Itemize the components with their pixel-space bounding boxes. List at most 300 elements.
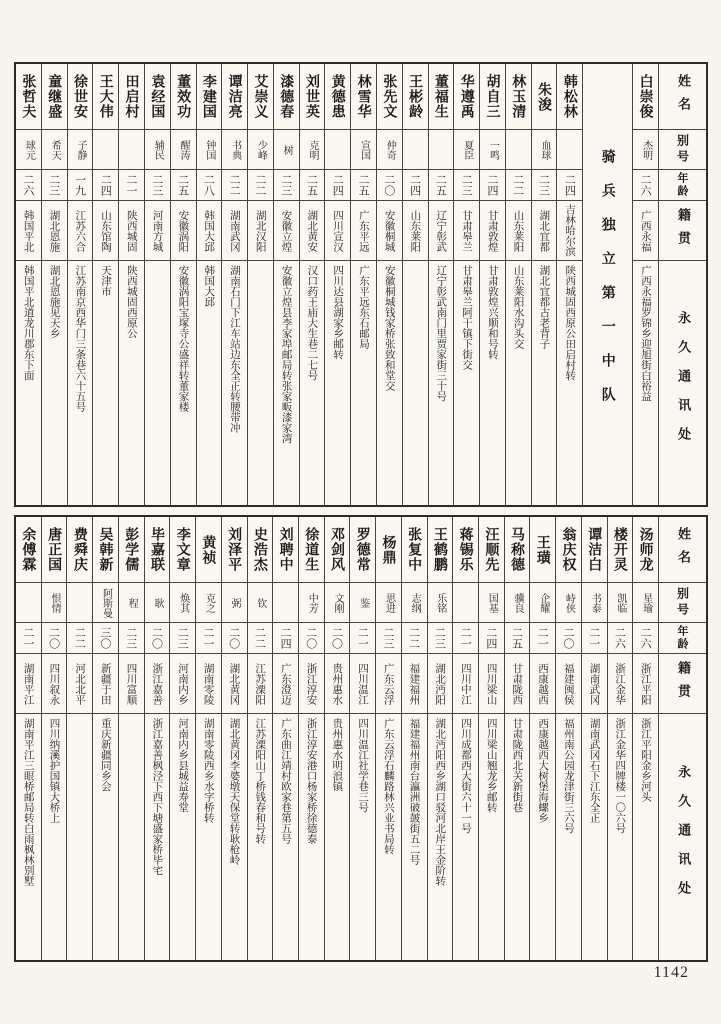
entry-age-cell: 二一 bbox=[453, 623, 478, 654]
entry-alias-cell bbox=[429, 130, 454, 170]
roster-entry-column bbox=[427, 517, 453, 960]
entry-alias-cell: 克之 bbox=[196, 583, 221, 623]
roster-entry-column bbox=[556, 64, 582, 505]
entry-age-cell: 二三 bbox=[145, 170, 170, 201]
entry-name-cell: 董福生 bbox=[429, 64, 454, 130]
column-headers bbox=[658, 517, 706, 960]
entry-age-cell: 二一 bbox=[582, 623, 607, 654]
entry-name-cell: 李文章 bbox=[170, 517, 195, 583]
entry-alias-cell: 文刚 bbox=[325, 583, 350, 623]
entry-native-cell: 河南方城 bbox=[145, 201, 170, 261]
entry-name-cell: 董效功 bbox=[171, 64, 196, 130]
roster-entry-column bbox=[299, 64, 325, 505]
roster-entry-column bbox=[632, 517, 658, 960]
entry-name-cell: 艾崇义 bbox=[248, 64, 273, 130]
entry-address-cell: 陕西城固西原公 bbox=[125, 265, 138, 339]
roster-entry-column bbox=[349, 517, 375, 960]
entry-address-cell: 甘肃皋兰阿干镇下街交 bbox=[461, 265, 474, 370]
roster-entry-column bbox=[273, 64, 299, 505]
entry-age-cell: 二四 bbox=[273, 623, 298, 654]
entry-alias-cell: 峙侠 bbox=[556, 583, 581, 623]
entry-alias-cell: 骥良 bbox=[505, 583, 530, 623]
entry-address-cell: 四川温江社学巷三号 bbox=[357, 718, 370, 813]
entry-alias-cell: 克明 bbox=[300, 130, 325, 170]
entry-native-cell: 河南内乡 bbox=[170, 654, 195, 714]
entry-address-cell: 西康越西大树堡海螺乡 bbox=[537, 718, 550, 823]
header-native: 籍贯 bbox=[659, 654, 706, 714]
entry-native-cell: 甘肃敦煌 bbox=[480, 201, 505, 261]
entry-native-cell: 江苏六合 bbox=[68, 201, 93, 261]
entry-address-cell: 天津市 bbox=[100, 265, 113, 297]
entry-native-cell: 湖北沔阳 bbox=[428, 654, 453, 714]
roster-entry-column bbox=[453, 64, 479, 505]
entry-address-cell: 湖北宜都古老背子 bbox=[538, 265, 551, 349]
entry-alias-cell: 树 bbox=[274, 130, 299, 170]
entry-name-cell: 汪顺先 bbox=[479, 517, 504, 583]
entry-address-cell: 汉口药王庙大生巷二七号 bbox=[306, 265, 319, 381]
entry-native-cell: 湖北恩施 bbox=[42, 201, 67, 261]
entry-alias-cell bbox=[403, 130, 428, 170]
entry-address-cell: 福州南公园龙津街三六号 bbox=[562, 718, 575, 834]
entry-alias-cell: 辅民 bbox=[145, 130, 170, 170]
entry-name-cell: 费舜庆 bbox=[67, 517, 92, 583]
roster-entry-column bbox=[118, 64, 144, 505]
entry-alias-cell: 书典 bbox=[222, 130, 247, 170]
entry-age-cell: 二四 bbox=[93, 170, 118, 201]
entry-native-cell: 浙江淳安 bbox=[299, 654, 324, 714]
entry-age-cell: 二〇 bbox=[42, 623, 67, 654]
entry-age-cell: 二四 bbox=[480, 170, 505, 201]
entry-name-cell: 王鹤鹏 bbox=[428, 517, 453, 583]
entry-alias-cell: 钟国 bbox=[197, 130, 222, 170]
entry-alias-cell: 血球 bbox=[532, 130, 557, 170]
roster-entry-column bbox=[632, 64, 658, 505]
entry-address-cell: 韩国大邱 bbox=[203, 265, 216, 307]
header-alias: 别号 bbox=[659, 583, 706, 623]
page-number: 1142 bbox=[653, 964, 689, 981]
entry-native-cell: 四川梁山 bbox=[479, 654, 504, 714]
entry-address-cell bbox=[67, 714, 92, 960]
entry-address-cell: 安徽桐城钱家桥张致和堂交 bbox=[383, 265, 396, 391]
roster-table-top bbox=[14, 62, 708, 507]
entry-alias-cell: 国基 bbox=[479, 583, 504, 623]
entry-address-cell: 重庆新疆同乡会 bbox=[99, 718, 112, 792]
entry-native-cell: 韩国大邱 bbox=[197, 201, 222, 261]
entry-name-cell: 徐道生 bbox=[299, 517, 324, 583]
entry-native-cell: 广东澄迈 bbox=[273, 654, 298, 714]
entry-alias-cell: 醒涛 bbox=[171, 130, 196, 170]
entry-name-cell: 翁庆权 bbox=[556, 517, 581, 583]
entry-alias-cell bbox=[67, 583, 92, 623]
entry-alias-cell: 仲奇 bbox=[377, 130, 402, 170]
entry-alias-cell: 凯临 bbox=[608, 583, 633, 623]
entry-address-cell: 陕西城固西原公田启村转 bbox=[564, 265, 577, 381]
entry-native-cell: 安徽立煌 bbox=[274, 201, 299, 261]
roster-entry-column bbox=[195, 517, 221, 960]
roster-entry-column bbox=[41, 64, 67, 505]
entry-name-cell: 漆德春 bbox=[274, 64, 299, 130]
entry-native-cell: 安徽涡阳 bbox=[171, 201, 196, 261]
entry-name-cell: 朱浚 bbox=[532, 64, 557, 130]
entry-age-cell: 二五 bbox=[429, 170, 454, 201]
entry-age-cell: 二〇 bbox=[325, 623, 350, 654]
entry-alias-cell bbox=[557, 130, 582, 170]
roster-entry-column bbox=[16, 517, 41, 960]
roster-entry-column bbox=[272, 517, 298, 960]
entry-alias-cell bbox=[506, 130, 531, 170]
entry-age-cell: 二一 bbox=[530, 623, 555, 654]
entry-age-cell: 二三 bbox=[454, 170, 479, 201]
entry-name-cell: 白崇俊 bbox=[633, 64, 658, 130]
entry-address-cell: 湖南零陵西乡水字桥转 bbox=[202, 718, 215, 823]
entry-alias-cell: 夏臣 bbox=[454, 130, 479, 170]
header-alias: 别号 bbox=[659, 130, 706, 170]
entry-age-cell: 三〇 bbox=[93, 623, 118, 654]
roster-entry-column bbox=[221, 64, 247, 505]
entry-name-cell: 胡自三 bbox=[480, 64, 505, 130]
entry-native-cell: 福建福州 bbox=[402, 654, 427, 714]
entry-native-cell: 甘肃皋兰 bbox=[454, 201, 479, 261]
entry-age-cell: 二六 bbox=[633, 623, 658, 654]
entry-age-cell: 二三 bbox=[119, 623, 144, 654]
entry-alias-cell bbox=[453, 583, 478, 623]
entry-name-cell: 张先文 bbox=[377, 64, 402, 130]
entry-alias-cell: 恨情 bbox=[42, 583, 67, 623]
entry-name-cell: 邓剑风 bbox=[325, 517, 350, 583]
entry-age-cell: 二三 bbox=[274, 170, 299, 201]
entry-address-cell: 四川成都西大街六十一号 bbox=[459, 718, 472, 834]
entry-address-cell: 福建福州南台瀛洲破皷街五二号 bbox=[408, 718, 421, 865]
roster-entry-column bbox=[504, 517, 530, 960]
entry-alias-cell: 宣国 bbox=[351, 130, 376, 170]
entry-address-cell: 广东平远东石邮局 bbox=[357, 265, 370, 349]
entry-name-cell: 谭洁白 bbox=[582, 517, 607, 583]
entry-native-cell: 广东云浮 bbox=[376, 654, 401, 714]
entry-name-cell: 韩松林 bbox=[557, 64, 582, 130]
entry-alias-cell: 企耀 bbox=[530, 583, 555, 623]
entry-address-cell: 湖南平江三眼桥邮局转白雨枫林别墅 bbox=[22, 718, 35, 886]
header-address: 永久通讯处 bbox=[659, 261, 706, 505]
roster-entry-column bbox=[375, 517, 401, 960]
entry-name-cell: 黄德患 bbox=[325, 64, 350, 130]
entry-address-cell bbox=[119, 714, 144, 960]
entry-name-cell: 罗德常 bbox=[350, 517, 375, 583]
entry-native-cell: 陕西城固 bbox=[119, 201, 144, 261]
entry-name-cell: 华遵禹 bbox=[454, 64, 479, 130]
roster-entry-column bbox=[350, 64, 376, 505]
entry-native-cell: 四川叙永 bbox=[42, 654, 67, 714]
roster-entry-column bbox=[531, 64, 557, 505]
entry-address-cell: 山东莱阳水沟头交 bbox=[512, 265, 525, 349]
entry-address-cell: 河南内乡县城益寿堂 bbox=[177, 718, 190, 813]
entry-native-cell: 湖北黄冈 bbox=[222, 654, 247, 714]
header-name: 姓名 bbox=[659, 64, 706, 130]
entry-alias-cell: 鉴 bbox=[350, 583, 375, 623]
entry-alias-cell: 钦 bbox=[248, 583, 273, 623]
roster-entry-column bbox=[196, 64, 222, 505]
entry-age-cell: 二三 bbox=[376, 623, 401, 654]
entry-native-cell: 广西永福 bbox=[633, 201, 658, 261]
entry-age-cell: 二二 bbox=[506, 170, 531, 201]
entry-native-cell: 河北北平 bbox=[67, 654, 92, 714]
entry-native-cell: 安徽桐城 bbox=[377, 201, 402, 261]
entry-native-cell: 辽宁彰武 bbox=[429, 201, 454, 261]
roster-entry-column bbox=[324, 517, 350, 960]
entry-address-cell: 湖南石门下江车站边东全正转腰带冲 bbox=[229, 265, 242, 433]
entry-alias-cell: 志纲 bbox=[402, 583, 427, 623]
entry-address-cell: 广西永福罗锦乡迎旭街白裕益 bbox=[639, 265, 652, 402]
entry-name-cell: 林玉清 bbox=[506, 64, 531, 130]
entry-address-cell bbox=[248, 261, 273, 505]
entry-address-cell bbox=[145, 261, 170, 505]
entry-native-cell: 广东平远 bbox=[351, 201, 376, 261]
entry-name-cell: 马称德 bbox=[505, 517, 530, 583]
entry-name-cell: 刘泽平 bbox=[222, 517, 247, 583]
roster-entry-column bbox=[92, 517, 118, 960]
entry-age-cell: 二三 bbox=[428, 623, 453, 654]
entry-native-cell: 湖南武冈 bbox=[582, 654, 607, 714]
unit-section-title: 骑兵独立第一中队 bbox=[599, 148, 616, 421]
entry-age-cell: 二五 bbox=[351, 170, 376, 201]
entry-address-cell: 浙江嘉善枫泾下西下塘盛家桥毕宅 bbox=[151, 718, 164, 876]
entry-alias-cell bbox=[325, 130, 350, 170]
entry-native-cell: 韩国平北 bbox=[16, 201, 41, 261]
entry-native-cell: 湖南武冈 bbox=[222, 201, 247, 261]
entry-age-cell: 二三 bbox=[170, 623, 195, 654]
entry-age-cell: 二四 bbox=[403, 170, 428, 201]
entry-address-cell: 四川达县湖家乡邮转 bbox=[332, 265, 345, 360]
entry-age-cell: 二八 bbox=[197, 170, 222, 201]
entry-alias-cell: 书泰 bbox=[582, 583, 607, 623]
entry-age-cell: 二〇 bbox=[377, 170, 402, 201]
entry-native-cell: 西康越西 bbox=[530, 654, 555, 714]
entry-alias-cell: 少峰 bbox=[248, 130, 273, 170]
roster-entry-column bbox=[479, 64, 505, 505]
entry-age-cell: 二六 bbox=[16, 170, 41, 201]
entry-age-cell: 二二 bbox=[402, 623, 427, 654]
entry-address-cell: 浙江金华四牌楼一〇六号 bbox=[614, 718, 627, 834]
entry-age-cell: 二四 bbox=[557, 170, 582, 201]
roster-entry-column bbox=[478, 517, 504, 960]
entry-native-cell: 贵州惠水 bbox=[325, 654, 350, 714]
entry-address-cell: 浙江淳安港口杨家桥徐德泰 bbox=[305, 718, 318, 844]
entry-name-cell: 杨鼎 bbox=[376, 517, 401, 583]
entry-age-cell: 二三 bbox=[42, 170, 67, 201]
entry-native-cell: 山东莱阳 bbox=[403, 201, 428, 261]
entry-native-cell: 湖北汉阳 bbox=[248, 201, 273, 261]
roster-entry-column bbox=[247, 64, 273, 505]
entry-address-cell: 韩国平北道龙川郡东下面 bbox=[22, 265, 35, 381]
entry-address-cell: 浙江平阳金乡河头 bbox=[640, 718, 652, 802]
roster-table-bottom bbox=[14, 515, 708, 962]
roster-entry-column bbox=[428, 64, 454, 505]
entry-name-cell: 童继盛 bbox=[42, 64, 67, 130]
entry-native-cell: 四川宣汉 bbox=[325, 201, 350, 261]
roster-entry-column bbox=[66, 517, 92, 960]
entry-alias-cell: 一鸣 bbox=[480, 130, 505, 170]
entry-native-cell: 四川温江 bbox=[350, 654, 375, 714]
roster-entry-column bbox=[67, 64, 93, 505]
entry-address-cell: 甘肃陇西北关新街巷 bbox=[511, 718, 524, 813]
roster-entry-column bbox=[169, 517, 195, 960]
header-address: 永久通讯处 bbox=[659, 714, 706, 960]
entry-age-cell: 二〇 bbox=[299, 623, 324, 654]
roster-entry-column bbox=[118, 517, 144, 960]
entry-age-cell: 二五 bbox=[171, 170, 196, 201]
entry-alias-cell bbox=[93, 130, 118, 170]
roster-entry-column bbox=[298, 517, 324, 960]
entry-native-cell: 浙江平阳 bbox=[633, 654, 658, 714]
entry-alias-cell: 球元 bbox=[16, 130, 41, 170]
entry-alias-cell: 希天 bbox=[42, 130, 67, 170]
entry-alias-cell: 中芳 bbox=[299, 583, 324, 623]
entry-address-cell: 四川纳溪护国镇大桥上 bbox=[48, 718, 61, 823]
entry-age-cell: 二四 bbox=[325, 170, 350, 201]
entry-native-cell: 湖南平江 bbox=[16, 654, 41, 714]
roster-entry-column bbox=[41, 517, 67, 960]
entry-age-cell: 二六 bbox=[608, 623, 633, 654]
entry-address-cell: 广东曲江靖村欧家巷第五号 bbox=[279, 718, 292, 844]
entry-alias-cell: 乐铭 bbox=[428, 583, 453, 623]
entry-alias-cell: 耿 bbox=[145, 583, 170, 623]
entry-name-cell: 彭学儒 bbox=[119, 517, 144, 583]
entry-name-cell: 王大伟 bbox=[93, 64, 118, 130]
entry-age-cell: 二二 bbox=[67, 623, 92, 654]
entry-alias-cell bbox=[16, 583, 41, 623]
entry-alias-cell: 思进 bbox=[376, 583, 401, 623]
entry-name-cell: 谭洁亮 bbox=[222, 64, 247, 130]
roster-entry-column bbox=[376, 64, 402, 505]
header-age: 年龄 bbox=[659, 170, 706, 201]
entry-age-cell: 二〇 bbox=[145, 623, 170, 654]
roster-entry-column bbox=[324, 64, 350, 505]
entry-name-cell: 黄祯 bbox=[196, 517, 221, 583]
entry-age-cell: 二一 bbox=[350, 623, 375, 654]
entry-native-cell: 浙江嘉善 bbox=[145, 654, 170, 714]
entry-native-cell: 江苏溧阳 bbox=[248, 654, 273, 714]
entry-address-cell: 甘肃敦煌兴顺和号转 bbox=[486, 265, 499, 360]
entry-name-cell: 王彬龄 bbox=[403, 64, 428, 130]
roster-entry-column bbox=[92, 64, 118, 505]
entry-age-cell: 二一 bbox=[196, 623, 221, 654]
entry-native-cell: 浙江金华 bbox=[608, 654, 633, 714]
roster-entry-column bbox=[144, 517, 170, 960]
entry-native-cell: 吉林哈尔滨 bbox=[557, 201, 582, 261]
entry-name-cell: 蒋锡乐 bbox=[453, 517, 478, 583]
entry-name-cell: 楼开灵 bbox=[608, 517, 633, 583]
entry-alias-cell: 子静 bbox=[68, 130, 93, 170]
entry-age-cell: 二二 bbox=[248, 170, 273, 201]
entry-native-cell: 四川中江 bbox=[453, 654, 478, 714]
entry-address-cell bbox=[403, 261, 428, 505]
entry-name-cell: 徐世安 bbox=[68, 64, 93, 130]
entry-age-cell: 二六 bbox=[633, 170, 658, 201]
entry-alias-cell: 弼 bbox=[222, 583, 247, 623]
entry-age-cell: 二四 bbox=[479, 623, 504, 654]
entry-address-cell: 湖北恩施见天乡 bbox=[48, 265, 61, 339]
entry-alias-cell: 阿斯曼 bbox=[93, 583, 118, 623]
entry-name-cell: 张哲夫 bbox=[16, 64, 41, 130]
entry-name-cell: 吴韩新 bbox=[93, 517, 118, 583]
entry-alias-cell: 杰明 bbox=[633, 130, 658, 170]
roster-entry-column bbox=[555, 517, 581, 960]
roster-entry-column bbox=[144, 64, 170, 505]
entry-age-cell: 二二 bbox=[222, 170, 247, 201]
entry-address-cell: 湖南武冈石下江东全正 bbox=[588, 718, 601, 823]
entry-native-cell: 山东莱阳 bbox=[506, 201, 531, 261]
entry-address-cell: 安徽立煌县李家埠邮局转张家畈漆家湾 bbox=[280, 265, 293, 444]
entry-age-cell: 二一 bbox=[16, 623, 41, 654]
entry-alias-cell bbox=[273, 583, 298, 623]
roster-entry-column bbox=[170, 64, 196, 505]
entry-name-cell: 袁经国 bbox=[145, 64, 170, 130]
entry-name-cell: 毕嘉联 bbox=[145, 517, 170, 583]
header-name: 姓名 bbox=[659, 517, 706, 583]
entry-alias-cell bbox=[119, 130, 144, 170]
entry-alias-cell: 星瑜 bbox=[633, 583, 658, 623]
entry-address-cell: 辽宁彰武南门里贾家街三十号 bbox=[435, 265, 448, 402]
entry-age-cell: 二一 bbox=[119, 170, 144, 201]
entry-native-cell: 湖南零陵 bbox=[196, 654, 221, 714]
roster-entry-column bbox=[452, 517, 478, 960]
header-age: 年龄 bbox=[659, 623, 706, 654]
roster-entry-column bbox=[505, 64, 531, 505]
roster-entry-column bbox=[247, 517, 273, 960]
entry-address-cell: 湖北黄冈李婆墩天保堂转耿枪岭 bbox=[228, 718, 241, 865]
roster-entry-column bbox=[221, 517, 247, 960]
entry-native-cell: 湖北黄安 bbox=[300, 201, 325, 261]
entry-name-cell: 林雪华 bbox=[351, 64, 376, 130]
entry-name-cell: 余傅霖 bbox=[16, 517, 41, 583]
header-native: 籍贯 bbox=[659, 201, 706, 261]
entry-age-cell: 二〇 bbox=[222, 623, 247, 654]
entry-native-cell: 山东馆陶 bbox=[93, 201, 118, 261]
entry-alias-cell: 焕其 bbox=[170, 583, 195, 623]
entry-name-cell: 田启村 bbox=[119, 64, 144, 130]
entry-age-cell: 二〇 bbox=[556, 623, 581, 654]
entry-name-cell: 刘世英 bbox=[300, 64, 325, 130]
entry-address-cell: 安徽涡阳宝塚寺公盛祥转董家楼 bbox=[177, 265, 190, 412]
roster-entry-column bbox=[401, 517, 427, 960]
entry-name-cell: 刘聘中 bbox=[273, 517, 298, 583]
entry-age-cell: 二五 bbox=[505, 623, 530, 654]
entry-name-cell: 史浩杰 bbox=[248, 517, 273, 583]
entry-address-cell: 湖北沔阳西乡湖口驳河北岸王金阶转 bbox=[434, 718, 447, 886]
entry-native-cell: 新疆于田 bbox=[93, 654, 118, 714]
entry-age-cell: 二五 bbox=[300, 170, 325, 201]
unit-section-column bbox=[582, 64, 632, 505]
entry-address-cell: 江苏溧阳山丁桥钱春和号转 bbox=[254, 718, 267, 844]
entry-name-cell: 唐正国 bbox=[42, 517, 67, 583]
entry-name-cell: 王璜 bbox=[530, 517, 555, 583]
roster-entry-column bbox=[581, 517, 607, 960]
entry-name-cell: 李建国 bbox=[197, 64, 222, 130]
entry-name-cell: 张复中 bbox=[402, 517, 427, 583]
entry-name-cell: 汤师龙 bbox=[633, 517, 658, 583]
entry-address-cell: 广东云浮石麟路林兴业书局转 bbox=[382, 718, 395, 855]
column-headers bbox=[658, 64, 706, 505]
entry-native-cell: 四川富顺 bbox=[119, 654, 144, 714]
entry-address-cell: 贵州惠水明浪镇 bbox=[331, 718, 344, 792]
roster-entry-column bbox=[16, 64, 41, 505]
roster-entry-column bbox=[402, 64, 428, 505]
roster-entry-column bbox=[607, 517, 633, 960]
entry-native-cell: 湖北宜都 bbox=[532, 201, 557, 261]
entry-age-cell: 二二 bbox=[248, 623, 273, 654]
entry-address-cell: 四川梁山翘龙乡邮转 bbox=[485, 718, 498, 813]
entry-age-cell: 一九 bbox=[68, 170, 93, 201]
entry-alias-cell: 程 bbox=[119, 583, 144, 623]
